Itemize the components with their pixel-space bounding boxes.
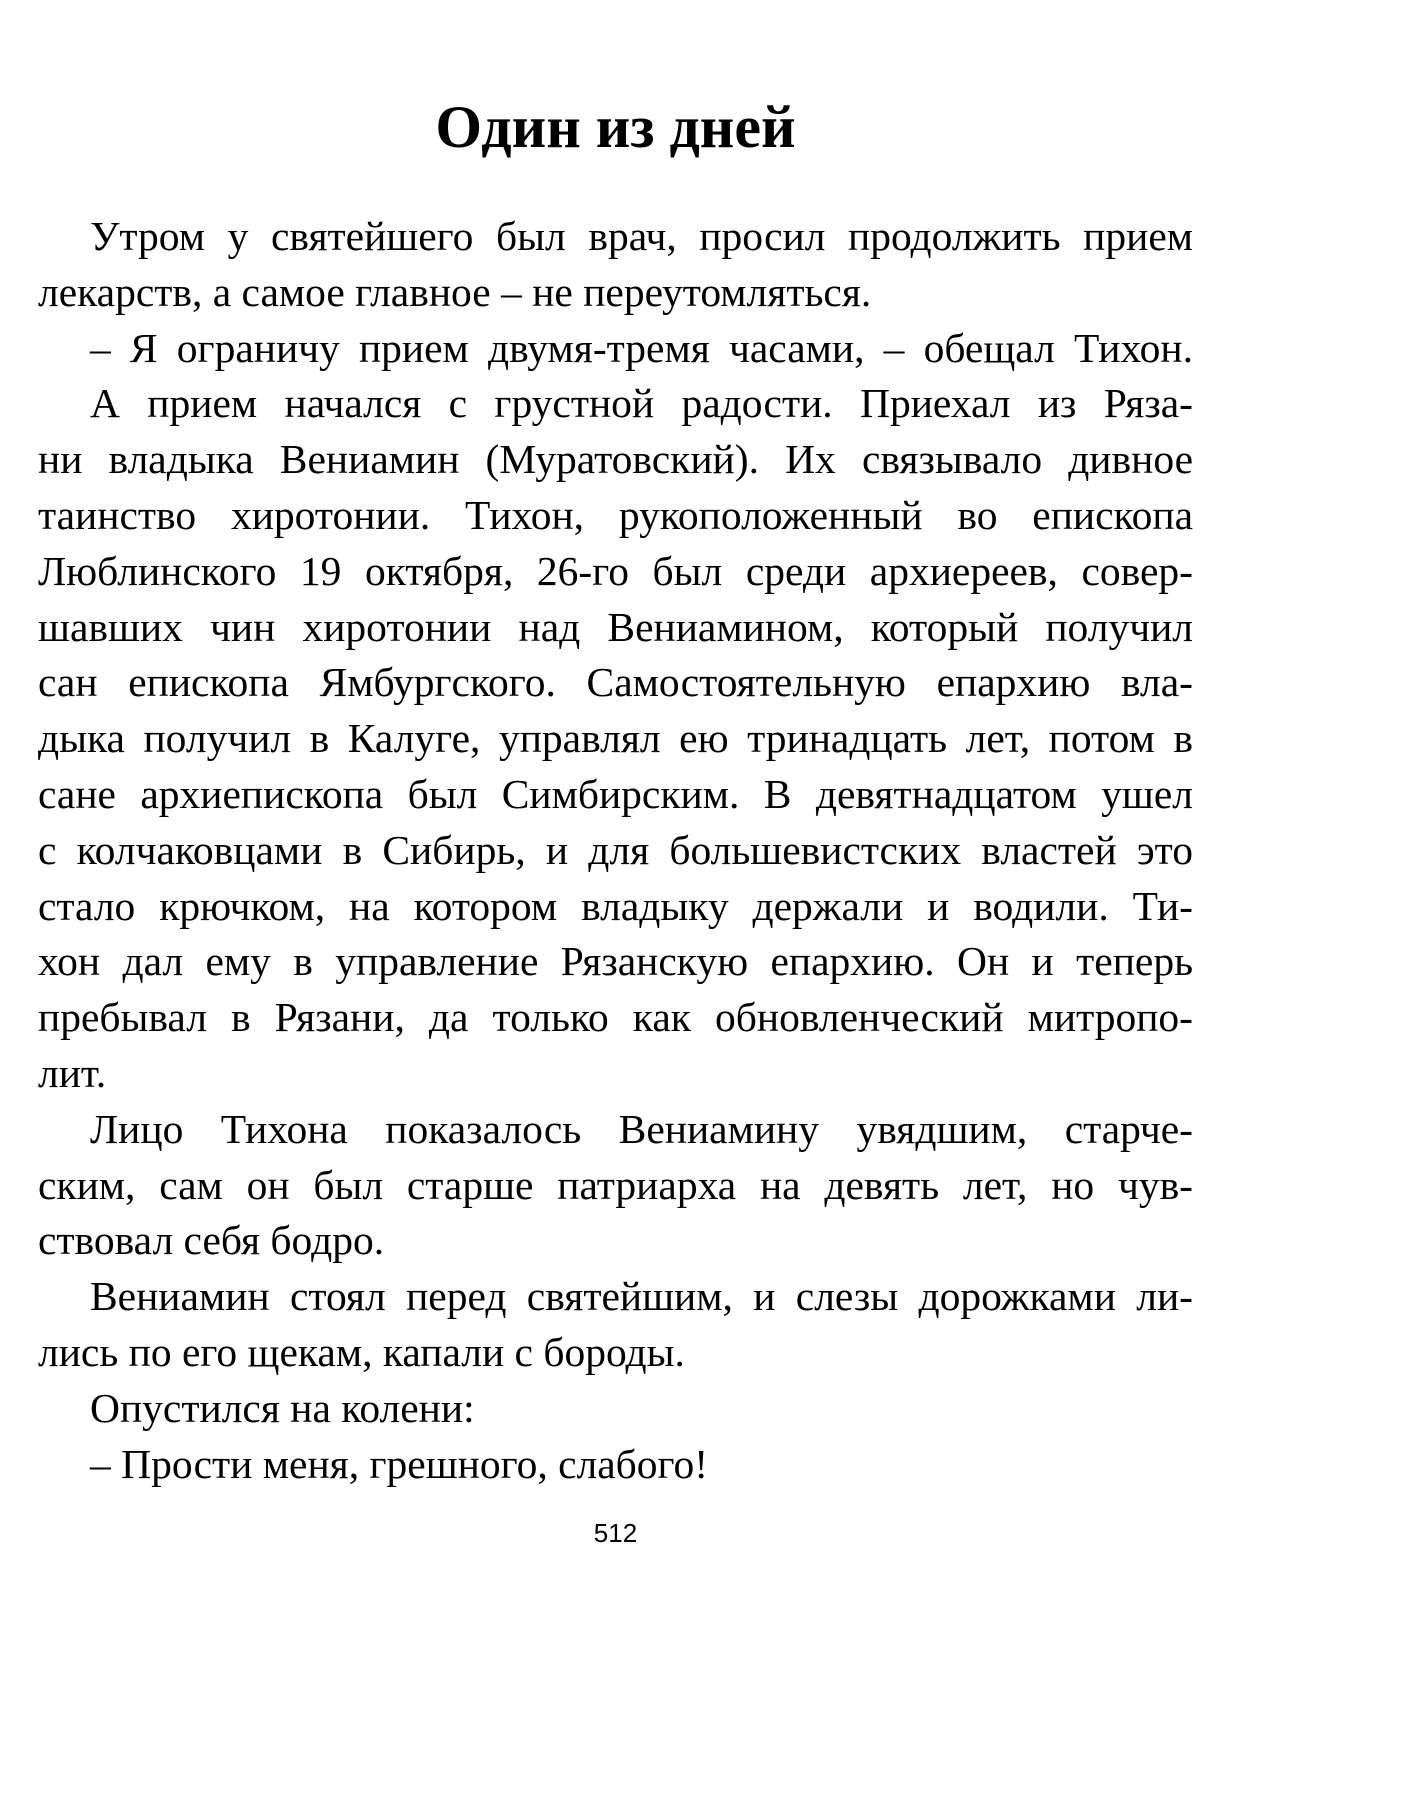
text-line: лит. [38, 1049, 107, 1096]
text-line: с колчаковцами в Сибирь, и для большевистских властей это [38, 826, 1193, 873]
text-line: Вениамин стоял перед святейшим, и слезы дорожками ли- [90, 1273, 1193, 1320]
paragraph [38, 376, 1193, 1101]
paragraph [38, 1269, 1193, 1381]
text-line: сан епископа Ямбургского. Самостоятельную епархию вла- [38, 659, 1193, 706]
text-line: таинство хиротонии. Тихон, рукоположенный во епископа [38, 491, 1193, 538]
paragraph [38, 1381, 1193, 1437]
text-line: шавших чин хиротонии над Вениамином, который получил [38, 603, 1193, 650]
text-line: стало крючком, на котором владыку держали и водили. Ти- [38, 882, 1193, 929]
text-line: лись по его щекам, капали с бороды. [38, 1328, 685, 1375]
paragraph [38, 1102, 1193, 1269]
text-line: – Прости меня, грешного, слабого! [90, 1440, 709, 1487]
text-line: ни владыка Вениамин (Муратовский). Их связывало дивное [38, 436, 1193, 483]
paragraph [38, 321, 1193, 377]
text-line: Утром у святейшего был врач, просил продолжить прием [90, 213, 1193, 259]
text-line: Люблинского 19 октября, 26-го был среди архиереев, совер- [38, 547, 1193, 594]
text-line: пребывал в Рязани, да только как обновленческий митропо- [38, 994, 1193, 1041]
text-line: хон дал ему в управление Рязанскую епархию. Он и теперь [38, 938, 1193, 985]
page-number: 512 [593, 1518, 638, 1548]
text-line: сане архиепископа был Симбирским. В девятнадцатом ушел [38, 770, 1193, 817]
text-line: лекарств, а самое главное – не переутомляться. [38, 268, 872, 315]
paragraph [38, 209, 1193, 321]
body-text [38, 209, 1193, 1492]
chapter-title: Один из дней [435, 94, 796, 160]
paragraph [38, 1437, 1193, 1493]
text-line: – Я ограничу прием двумя-тремя часами, – обещал Тихон. [90, 324, 1193, 371]
text-line: Лицо Тихона показалось Вениамину увядшим, старче- [90, 1105, 1193, 1152]
text-line: ским, сам он был старше патриарха на девять лет, но чув- [38, 1161, 1193, 1208]
text-line: ствовал себя бодро. [38, 1217, 385, 1264]
text-line: А прием начался с грустной радости. Приехал из Ряза- [90, 380, 1193, 427]
text-line: дыка получил в Калуге, управлял ею тринадцать лет, потом в [38, 715, 1193, 762]
text-line: Опустился на колени: [90, 1384, 475, 1431]
